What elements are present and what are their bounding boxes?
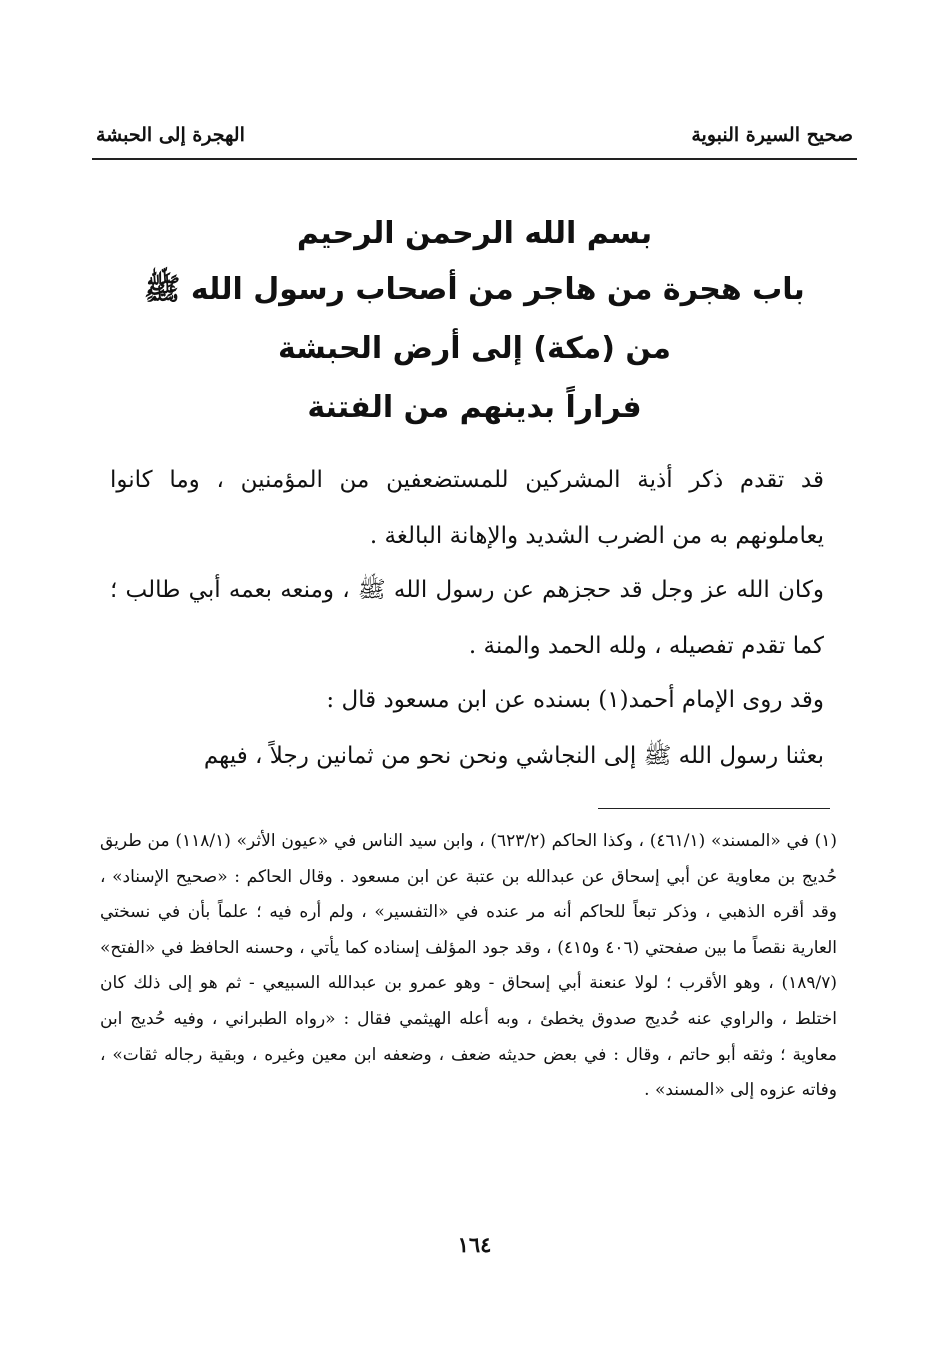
chapter-heading-line-2: من (مكة) إلى أرض الحبشة bbox=[278, 331, 671, 366]
header-rule bbox=[92, 158, 857, 160]
paragraph-4: بعثنا رسول الله ﷺ إلى النجاشي ونحن نحو من ثمانين رجلاً ، فيهم bbox=[203, 743, 824, 769]
running-header-book-title: صحيح السيرة النبوية bbox=[691, 124, 853, 146]
basmala: بسم الله الرحمن الرحيم bbox=[296, 216, 653, 251]
running-header-chapter-title: الهجرة إلى الحبشة bbox=[96, 124, 245, 146]
paragraph-2: وكان الله عز وجل قد حجزهم عن رسول الله ﷺ ، ومنعه بعمه أبي طالب ؛ كما تقدم تفصيله ، ولله الحمد والمنة . bbox=[110, 577, 824, 659]
chapter-heading-line-1: باب هجرة من هاجر من أصحاب رسول الله ﷺ bbox=[144, 272, 805, 307]
chapter-heading-line-3: فراراً بدينهم من الفتنة bbox=[307, 390, 642, 425]
paragraph-3: وقد روى الإمام أحمد(١) بسنده عن ابن مسعود قال : bbox=[326, 687, 824, 713]
page-number: ١٦٤ bbox=[457, 1232, 492, 1257]
footnote: (١) في «المسند» (٤٦١/١) ، وكذا الحاكم (٦٢٣/٢) ، وابن سيد الناس في «عيون الأثر» (١١٨/١) من طريق حُديج بن معاوية عن أبي إسحاق عن عبدالله بن عتبة عن ابن مسعود . وقال الحاكم : «صحيح الإسناد» ، وقد أقره الذهبي ، وذكر تبعاً للحاكم أنه مر عنده في «التفسير» ، ولم أره فيه ؛ علماً بأن في نسختي العارية نقصاً ما بين صفحتي (٤٠٦ و٤١٥) ، وقد جود المؤلف إسناده كما يأتي ، وحسنه الحافظ في «الفتح» (١٨٩/٧) ، وهو الأقرب ؛ لولا عنعنة أبي إسحاق - وهو عمرو بن عبدالله السبيعي - ثم هو إلى ذلك كان اختلط ، والراوي عنه حُديج صدوق يخطئ ، وبه أعله الهيثمي فقال : «رواه الطبراني ، وفيه حُديج ابن معاوية ؛ وثقه أبو حاتم ، وقال : في بعض حديثه ضعف ، وضعفه ابن معين وغيره ، وبقية رجاله ثقات» ، وفاته عزوه إلى «المسند» . bbox=[100, 831, 838, 1101]
footnote-rule bbox=[598, 808, 830, 809]
paragraph-1: قد تقدم ذكر أذية المشركين للمستضعفين من المؤمنين ، وما كانوا يعاملونهم به من الضرب الشديد والإهانة البالغة . bbox=[110, 467, 824, 549]
